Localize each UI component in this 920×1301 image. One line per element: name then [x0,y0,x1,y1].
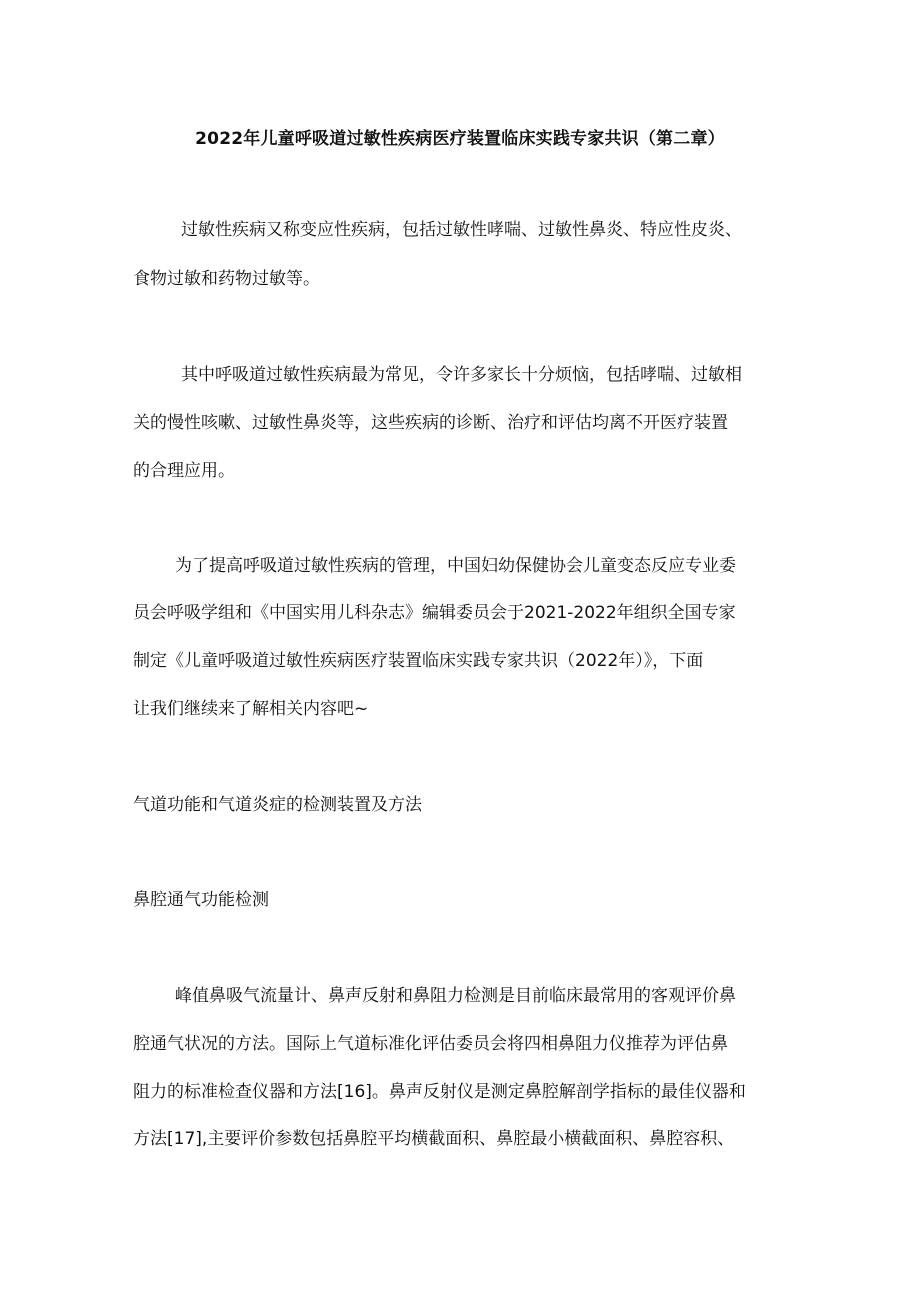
paragraph-4-line-4: 方法[17],主要评价参数包括鼻腔平均横截面积、鼻腔最小横截面积、鼻腔容积、 [133,1129,735,1149]
paragraph-3-line-1: 为了提高呼吸道过敏性疾病的管理，中国妇幼保健协会儿童变态反应专业委 [175,556,736,576]
paragraph-1-line-1: 过敏性疾病又称变应性疾病，包括过敏性哮喘、过敏性鼻炎、特应性皮炎、 [181,220,742,240]
paragraph-2-line-3: 的合理应用。 [133,461,235,481]
subsection-heading: 鼻腔通气功能检测 [133,890,269,910]
paragraph-1-line-2: 食物过敏和药物过敏等。 [133,269,320,289]
paragraph-4-line-1: 峰值鼻吸气流量计、鼻声反射和鼻阻力检测是目前临床最常用的客观评价鼻 [175,986,736,1006]
paragraph-4-line-3: 阻力的标准检查仪器和方法[16]。鼻声反射仪是测定鼻腔解剖学指标的最佳仪器和 [133,1082,746,1102]
paragraph-2-line-2: 关的慢性咳嗽、过敏性鼻炎等，这些疾病的诊断、治疗和评估均离不开医疗装置 [133,413,728,433]
paragraph-3-line-3: 制定《儿童呼吸道过敏性疾病医疗装置临床实践专家共识（2022年）》，下面 [133,651,704,671]
paragraph-2-line-1: 其中呼吸道过敏性疾病最为常见，令许多家长十分烦恼，包括哮喘、过敏相 [181,365,742,385]
paragraph-3-line-4: 让我们继续来了解相关内容吧~ [133,699,369,719]
paragraph-3-line-2: 员会呼吸学组和《中国实用儿科杂志》编辑委员会于2021-2022年组织全国专家 [133,603,736,623]
paragraph-4-line-2: 腔通气状况的方法。国际上气道标准化评估委员会将四相鼻阻力仪推荐为评估鼻 [133,1034,728,1054]
document-title: 2022年儿童呼吸道过敏性疾病医疗装置临床实践专家共识（第二章） [195,129,725,149]
section-heading: 气道功能和气道炎症的检测装置及方法 [133,795,422,815]
